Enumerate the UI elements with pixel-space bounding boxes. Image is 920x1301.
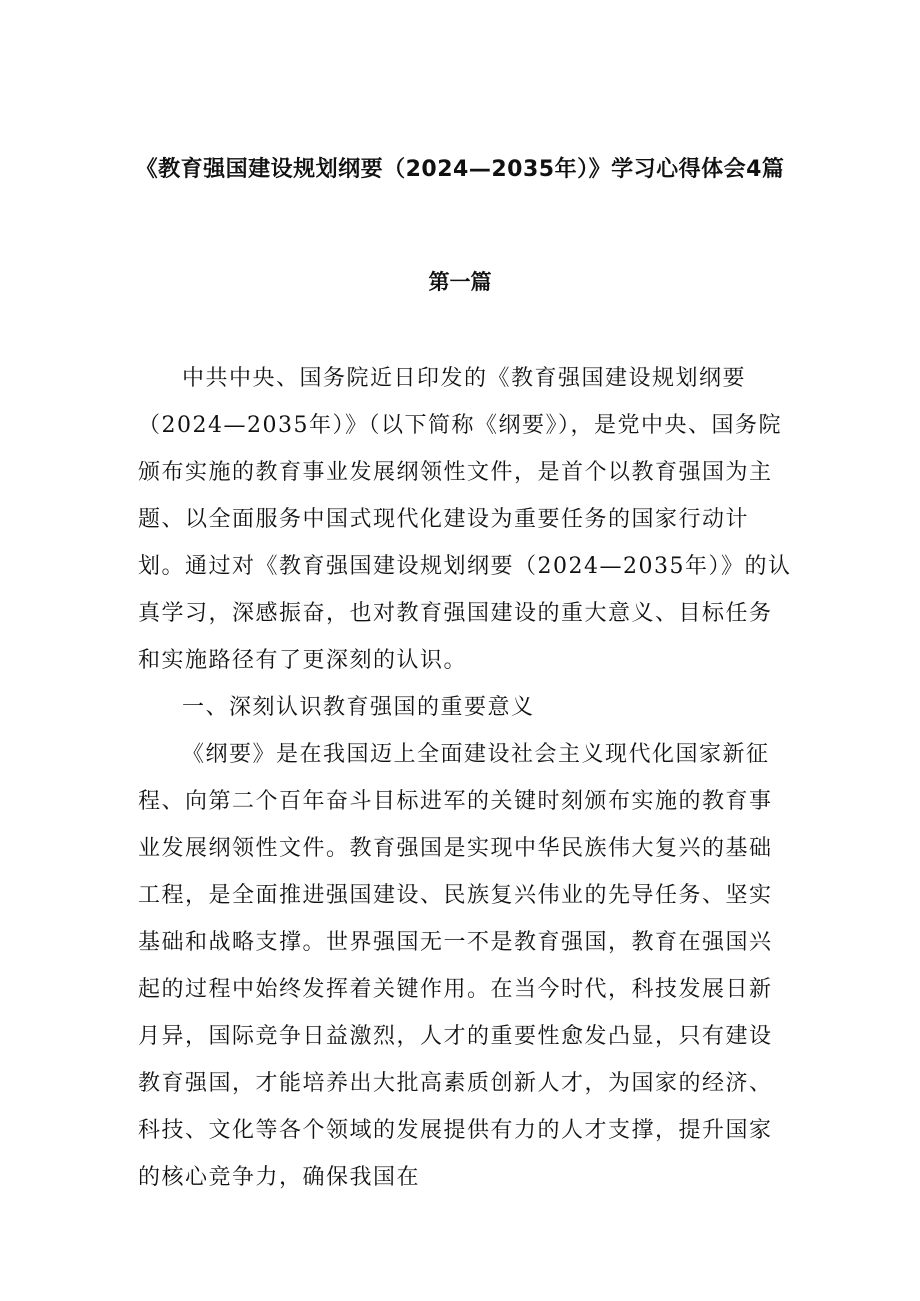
- body-paragraph: 《纲要》是在我国迈上全面建设社会主义现代化国家新征程、向第二个百年奋斗目标进军的关键时刻颁布实施的教育事业发展纲领性文件。教育强国是实现中华民族伟大复兴的基础工程，是全面推进强国建设、民族复兴伟业的先导任务、坚实基础和战略支撑。世界强国无一不是教育强国，教育在强国兴起的过程中始终发挥着关键作用。在当今时代，科技发展日新月异，国际竞争日益激烈，人才的重要性愈发凸显，只有建设教育强国，才能培养出大批高素质创新人才，为国家的经济、科技、文化等各个领域的发展提供有力的人才支撑，提升国家的核心竞争力，确保我国在: [138, 742, 773, 1190]
- document-body: [138, 355, 793, 1201]
- intro-paragraph: 中共中央、国务院近日印发的《教育强国建设规划纲要（2024—2035年）》（以下简称《纲要》），是党中央、国务院颁布实施的教育事业发展纲领性文件，是首个以教育强国为主题、以全面服务中国式现代化建设为重要任务的国家行动计划。通过对《教育强国建设规划纲要（2024—2035年）》的认真学习，深感振奋，也对教育强国建设的重大意义、目标任务和实施路径有了更深刻的认识。: [138, 366, 792, 673]
- subsection-heading: 一、深刻认识教育强国的重要意义: [182, 695, 535, 720]
- section-heading: 第一篇: [428, 270, 492, 294]
- document-title: 《教育强国建设规划纲要（2024—2035年）》学习心得体会4篇: [135, 157, 785, 182]
